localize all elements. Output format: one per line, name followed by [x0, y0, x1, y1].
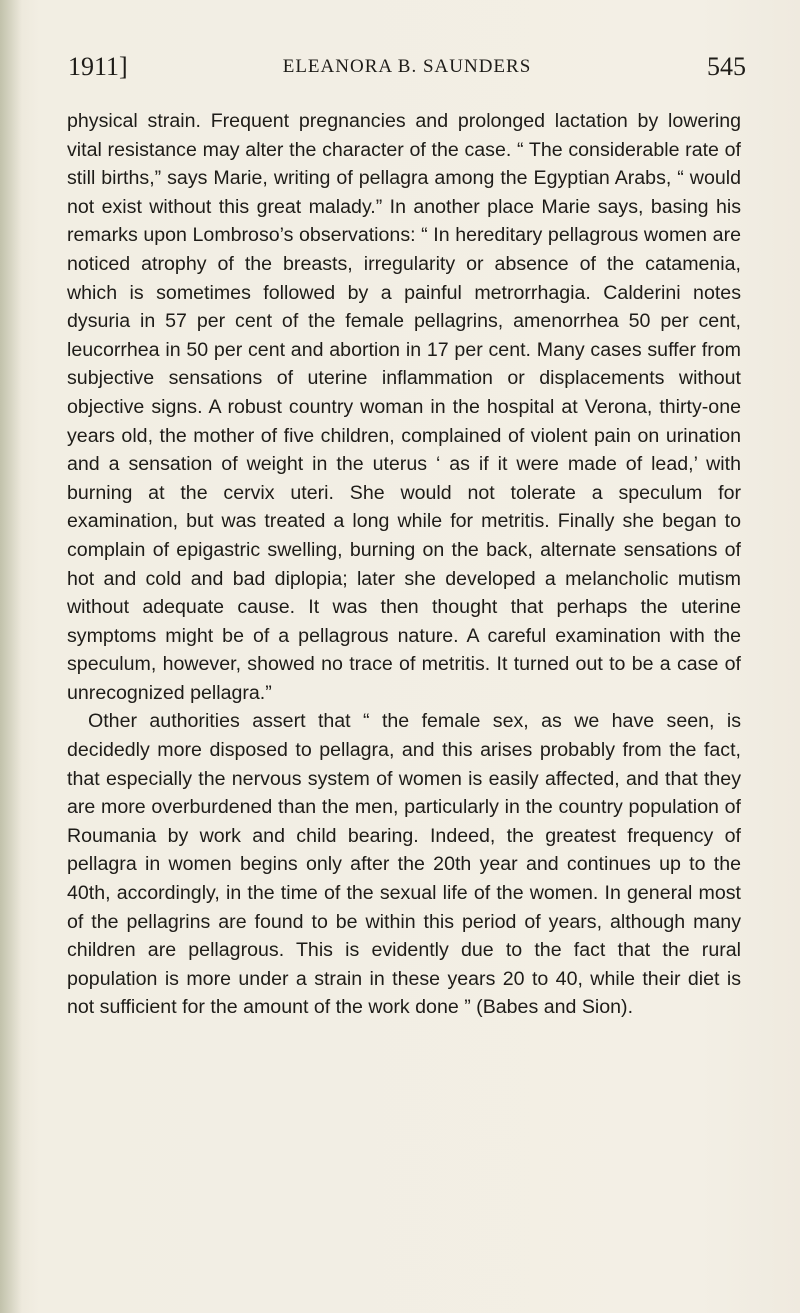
- page-number: 545: [707, 52, 746, 81]
- paragraph-1: physical strain. Frequent pregnancies and prolonged lactation by lowering vital resistance may alter the character of the case. “ The considerable rate of still births,” says Marie, writing of pellagra among the Egyptian Arabs, “ would not exist without this great malady.” In another place Marie says, basing his remarks upon Lombroso’s observations: “ In hereditary pellagrous women are noticed atrophy of the breasts, irregularity or absence of the catamenia, which is sometimes followed by a painful metrorrhagia. Calderini notes dysuria in 57 per cent of the female pellagrins, amenorrhea 50 per cent, leucorrhea in 50 per cent and abortion in 17 per cent. Many cases suffer from subjective sensations of uterine inflammation or displacements without objective signs. A robust country woman in the hospital at Verona, thirty-one years old, the mother of five children, complained of violent pain on urination and a sensation of weight in the uterus ‘ as if it were made of lead,’ with burning at the cervix uteri. She would not tolerate a speculum for examination, but was treated a long while for metritis. Finally she began to complain of epigastric swelling, burning on the back, alternate sensations of hot and cold and bad diplopia; later she developed a melancholic mutism without adequate cause. It was then thought that perhaps the uterine symptoms might be of a pellagrous nature. A careful examination with the speculum, however, showed no trace of metritis. It turned out to be a case of unrecognized pellagra.”: [67, 110, 741, 704]
- running-head: [68, 52, 746, 86]
- paragraph-2: Other authorities assert that “ the female sex, as we have seen, is decidedly more disposed to pellagra, and this arises probably from the fact, that especially the nervous system of women is easily affected, and that they are more overburdened than the men, particularly in the country population of Roumania by work and child bearing. Indeed, the greatest frequency of pellagra in women begins only after the 20th year and continues up to the 40th, accordingly, in the time of the sexual life of the women. In general most of the pellagrins are found to be within this period of years, although many children are pellagrous. This is evidently due to the fact that the rural population is more under a strain in these years 20 to 40, while their diet is not sufficient for the amount of the work done ” (Babes and Sion).: [67, 710, 741, 1019]
- running-head-author: ELEANORA B. SAUNDERS: [282, 56, 532, 77]
- binding-shadow: [0, 0, 22, 1313]
- running-head-year: 1911]: [68, 52, 128, 81]
- body-text: [67, 107, 741, 1022]
